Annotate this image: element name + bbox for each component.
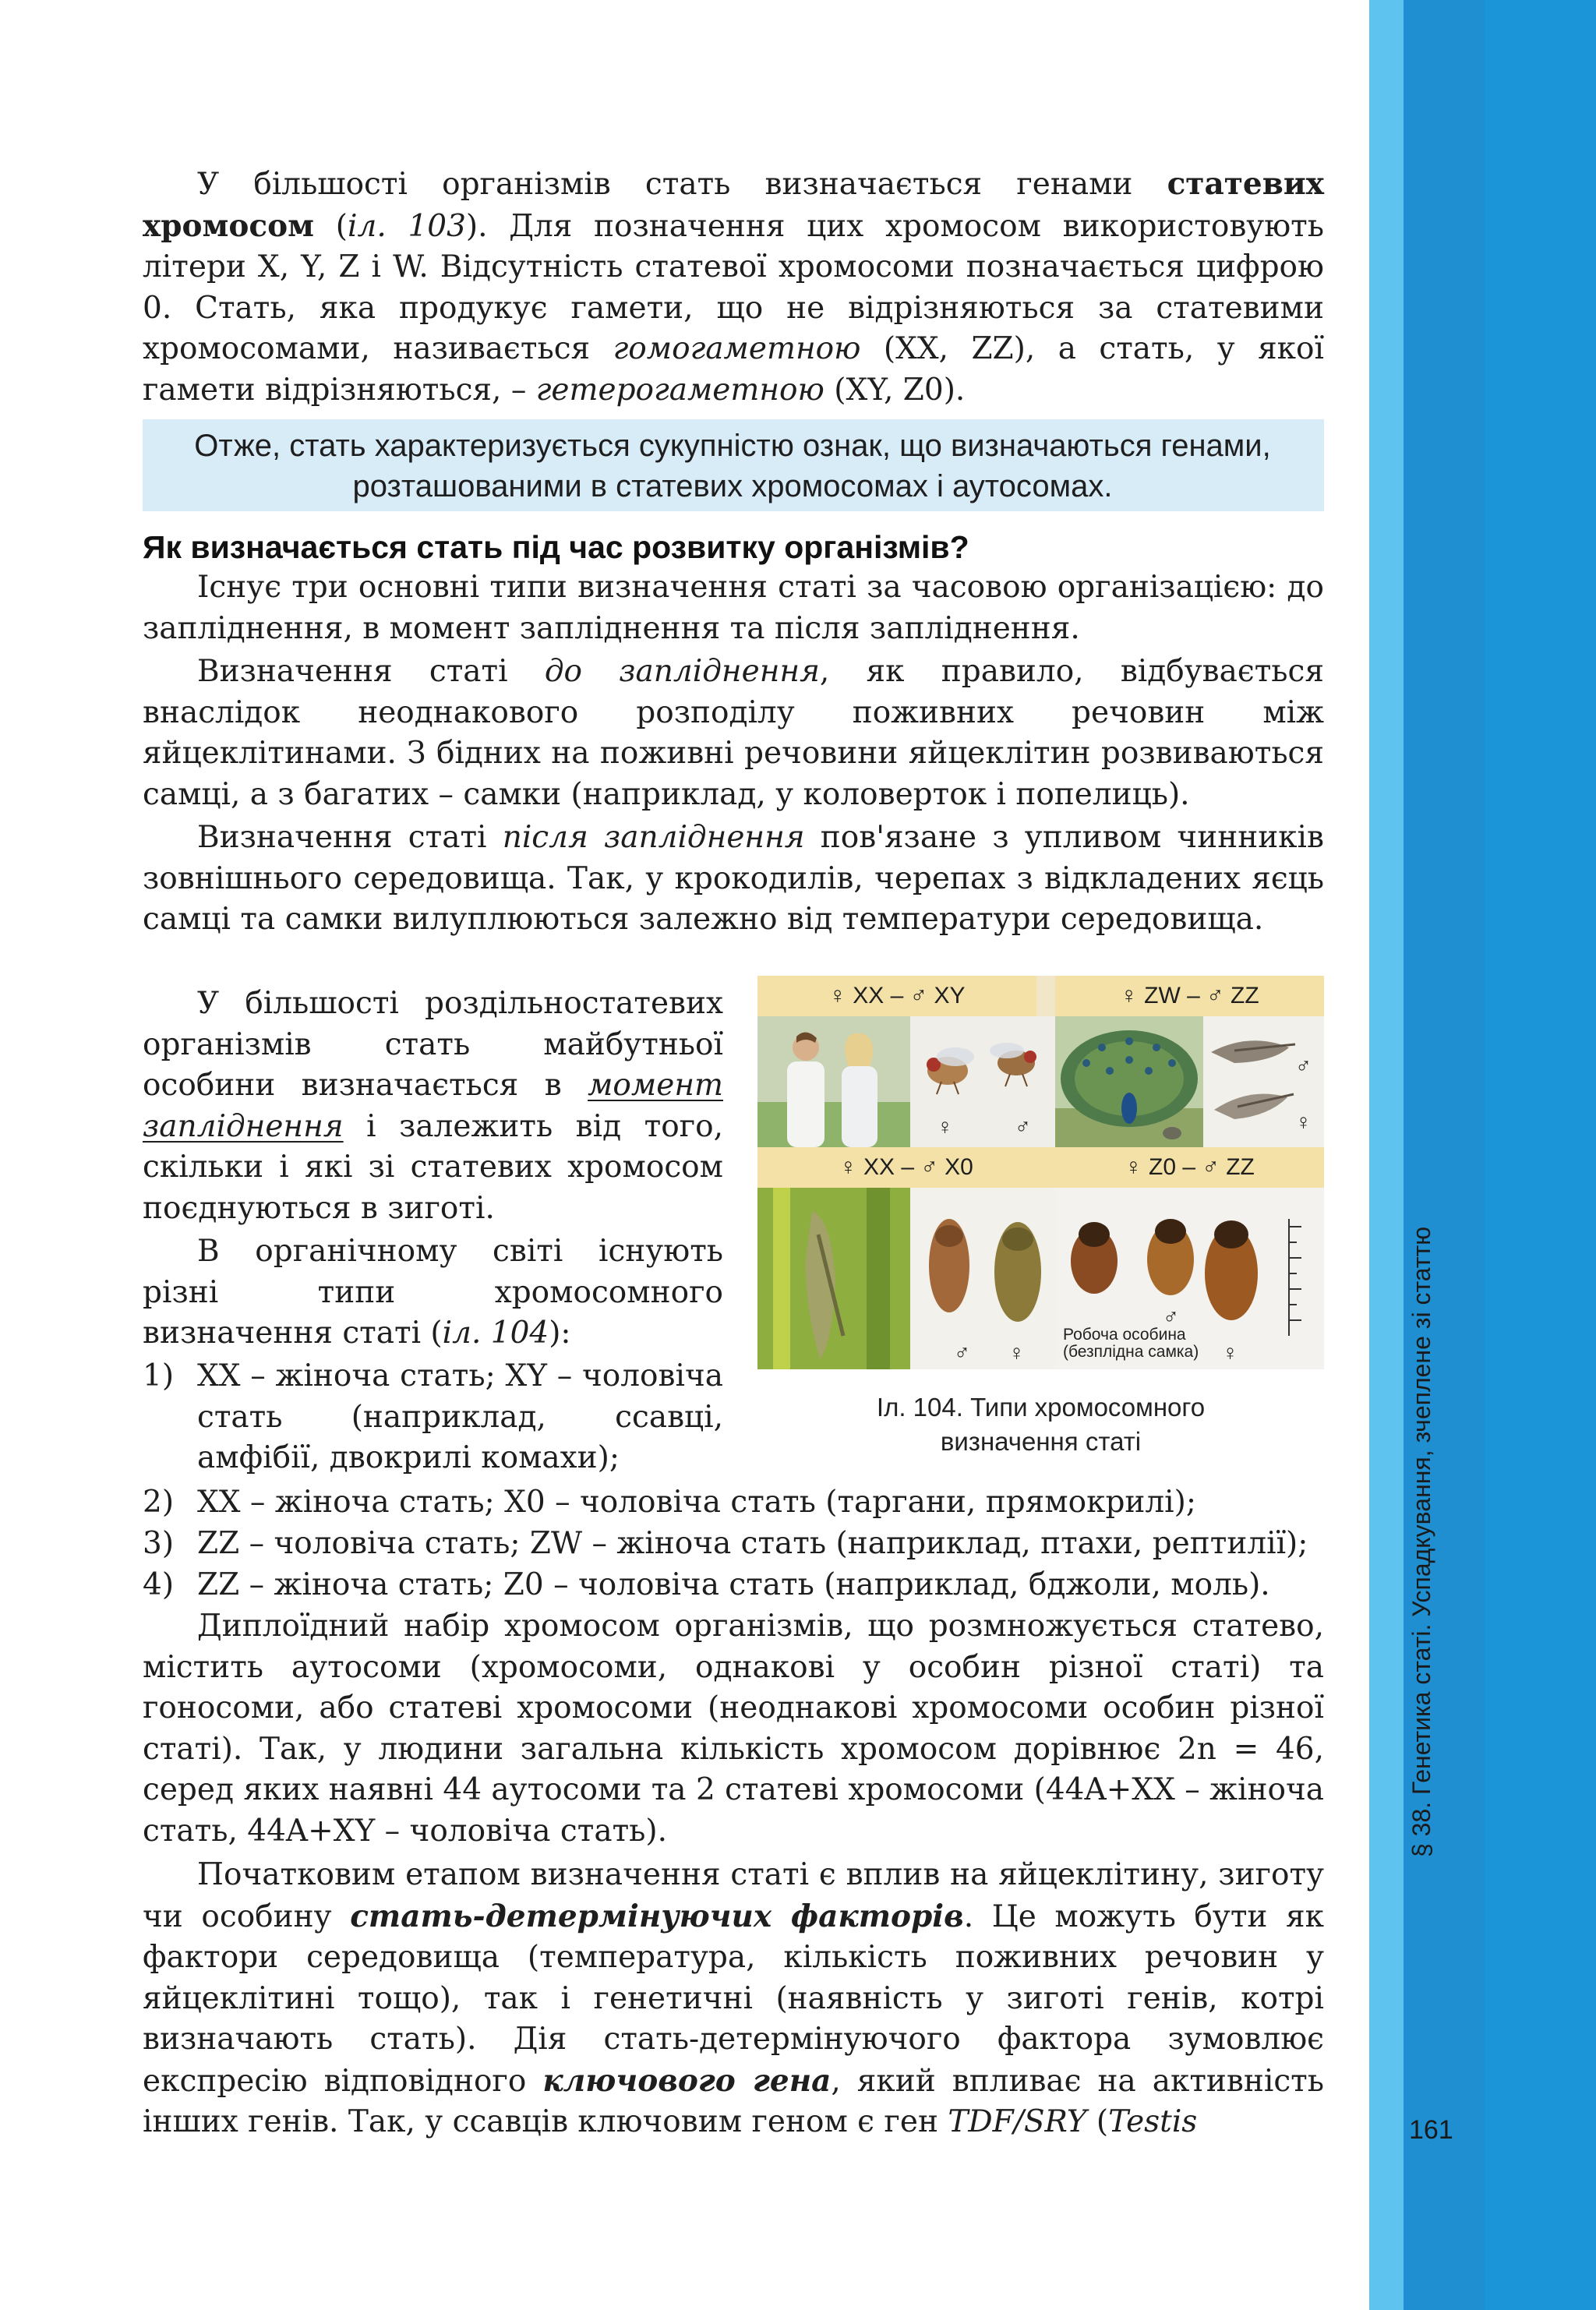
worker-label: Робоча особина (безплідна самка)	[1063, 1326, 1199, 1361]
paragraph-before-fertilization: Визначення статі до запліднення, як правило, відбувається внаслідок неоднакового розподілу поживних речовин між яйцеклітинами. З бідних на поживні речовини яйцеклітин розвиваються самці, а з багатих – самки (наприклад, у коловерток і попелиць).	[143, 654, 1324, 812]
paragraph-autosomes: Диплоїдний набір хромосом організмів, що розмножується статево, містить аутосоми (хромосоми, однакові у особин різної статі) та гоносоми, або статеві хромосоми (неоднакові хромосоми особин різної статі). Так, у людини загальна кількість хромосом дорівнює 2n = 46, серед яких наявні 44 аутосоми та 2 статеві хромосоми (44A+XX – жіноча стать, 44A+XY – чоловіча стать).	[143, 1609, 1324, 1849]
photo-grasshopper	[757, 1188, 910, 1369]
photo-cockroaches	[910, 1188, 1055, 1369]
paragraph-after-fertilization: Визначення статі після запліднення пов'язане з упливом чинників зовнішнього середовища. Так, у крокодилів, черепах з відкладених яєць самці та самки вилуплюються залежно від температури середовища.	[143, 820, 1324, 937]
figure-sex-determination-types	[757, 976, 1324, 1369]
fly-illustration	[910, 1016, 1055, 1147]
peacock-illustration	[1055, 1016, 1203, 1147]
male-symbol: ♂	[954, 1340, 970, 1365]
figure-caption: Іл. 104. Типи хромосомного визначення статі	[876, 1393, 1206, 1456]
photo-drosophila	[910, 1016, 1055, 1147]
figure-header-xx-xy: ♀ XX – ♂ XY	[757, 976, 1036, 1016]
list-item-3: 3) ZZ – чоловіча стать; ZW – жіноча стать (наприклад, птахи, рептилії);	[143, 1526, 1308, 1561]
section-title: § 38. Генетика статі. Успадкування, зчеплене зі статтю	[1407, 1226, 1435, 1857]
list-item-1: 1) XX – жіноча стать; XY – чоловіча стать (наприклад, ссавці, амфібії, двокрилі комахи);	[143, 1358, 723, 1475]
intro-paragraph: У більшості організмів стать визначається генами статевих хромосом (іл. 103). Для позначення цих хромосом використовують літери X, Y, Z і W. Відсутність статевої хромосоми позначається цифрою 0. Стать, яка продукує гамети, що не відрізняються за статевими хромосомами, називається гомогаметною (XX, ZZ), а стать, у якої гамети відрізняються, – гетерогаметною (XY, Z0).	[143, 166, 1325, 408]
male-symbol: ♂	[1163, 1305, 1179, 1329]
side-strip-light	[1369, 0, 1404, 2310]
paragraph-sex-determining-factors: Початковим етапом визначення статі є вплив на яйцеклітину, зиготу чи особину стать-детермінуючих факторів. Це можуть бути як фактори середовища (температура, кількість поживних речовин у яйцеклітині тощо), так і генетичні (наявність у зиготі генів, котрі визначають стать). Дія стать-детермінуючого фактора зумовлює експресію відповідного ключового гена, який впливає на активність інших генів. Так, у ссавців ключовим геном є ген TDF/SRY (Testis	[143, 1857, 1325, 2139]
paragraph-chromosomal-types: В органічному світі існують різні типи хромосомного визначення статі (іл. 104):	[143, 1234, 723, 1351]
grasshopper-illustration	[757, 1188, 910, 1369]
page-number: 161	[1409, 2115, 1453, 2145]
figure-header-xx-x0: ♀ XX – ♂ X0	[757, 1147, 1055, 1188]
female-symbol: ♀	[1295, 1110, 1312, 1134]
photo-bees	[1055, 1188, 1324, 1369]
paragraph-moment-fertilization: У більшості роздільностатевих організмів стать майбутньої особини визначається в момент запліднення і залежить від того, скільки і які зі статевих хромосом поєднуються в зиготі.	[143, 986, 723, 1226]
cockroach-illustration	[910, 1188, 1055, 1369]
female-symbol: ♀	[937, 1114, 953, 1139]
figure-header-zw-zz: ♀ ZW – ♂ ZZ	[1055, 976, 1324, 1016]
figure-header-z0-zz: ♀ Z0 – ♂ ZZ	[1055, 1147, 1324, 1188]
list-item-4: 4) ZZ – жіноча стать; Z0 – чоловіча стать (наприклад, бджоли, моль).	[143, 1567, 1270, 1602]
female-symbol: ♀	[1008, 1340, 1025, 1365]
list-item-2: 2) XX – жіноча стать; X0 – чоловіча стать (таргани, прямокрилі);	[143, 1485, 1197, 1520]
humans-illustration	[757, 1016, 910, 1147]
photo-peacock	[1055, 1016, 1203, 1147]
summary-text: Отже, стать характеризується сукупністю ознак, що визначаються генами, розташованими в статевих хромосомах і аутосомах.	[194, 429, 1271, 503]
photo-butterflies	[1203, 1016, 1324, 1147]
male-symbol: ♂	[1015, 1114, 1031, 1139]
section-title-vertical	[1407, 1153, 1454, 1886]
photo-humans	[757, 1016, 910, 1147]
female-symbol: ♀	[1222, 1340, 1238, 1365]
male-symbol: ♂	[1295, 1054, 1312, 1078]
section-heading: Як визначається стать під час розвитку організмів?	[143, 529, 969, 565]
paragraph-types: Існує три основні типи визначення статі за часовою організацією: до запліднення, в момент запліднення та після запліднення.	[143, 570, 1324, 646]
